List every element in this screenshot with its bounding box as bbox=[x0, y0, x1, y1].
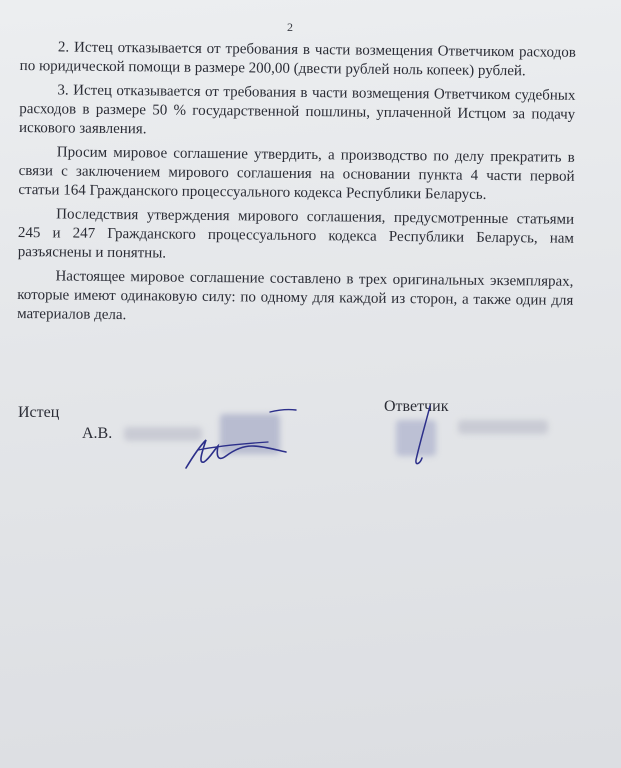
page-number: 2 bbox=[287, 20, 293, 34]
defendant-name-redaction bbox=[458, 420, 548, 434]
paragraph-2: 2. Истец отказывается от требования в части возмещения Ответчиком расходов по юридической помощи в размере 200,00 (двести рублей ноль копеек) рублей. bbox=[19, 39, 576, 80]
document-body bbox=[17, 38, 576, 335]
plaintiff-initials: А.В. bbox=[82, 425, 113, 442]
paragraph-3: 3. Истец отказывается от требования в части возмещения Ответчиком судебных расходов в размере 50 % государственной пошлины, уплаченной Истцом за подачу искового заявления. bbox=[18, 82, 576, 138]
plaintiff-signature bbox=[178, 406, 308, 476]
defendant-label: Ответчик bbox=[384, 398, 449, 415]
paragraph-consequences: Последствия утверждения мирового соглашения, предусмотренные статьями 245 и 247 Гражданского процессуального кодекса Республики Беларусь, нам разъяснены и понятны. bbox=[17, 206, 575, 262]
paragraph-copies: Настоящее мировое соглашение составлено в трех оригинальных экземплярах, которые имеют одинаковую силу: по одному для каждой из сторон, а также один для материалов дела. bbox=[17, 268, 574, 324]
paragraph-request: Просим мировое соглашение утвердить, а производство по делу прекратить в связи с заключением мирового соглашения на основании пункта 4 части первой статьи 164 Гражданского процессуального кодекса Республики Беларусь. bbox=[18, 144, 575, 203]
plaintiff-label: Истец bbox=[18, 404, 60, 421]
defendant-signature bbox=[400, 402, 460, 472]
